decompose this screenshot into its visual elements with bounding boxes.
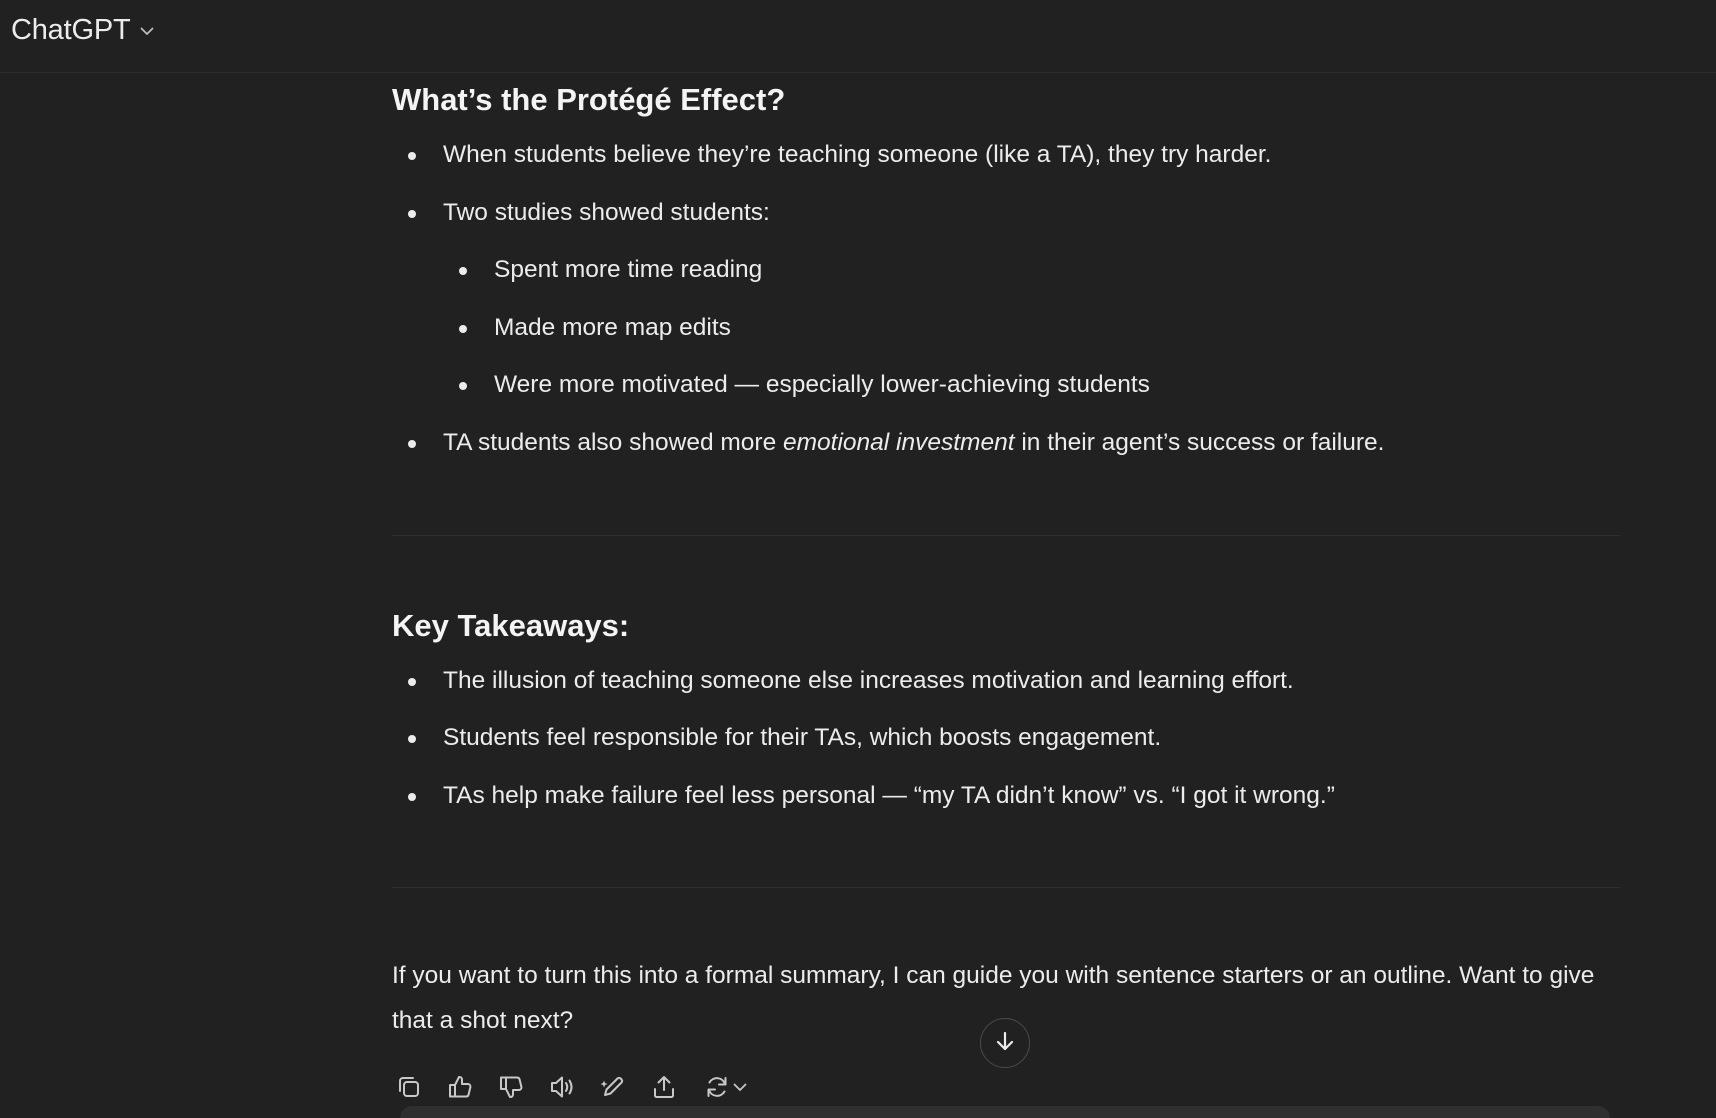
model-name: ChatGPT (11, 14, 131, 46)
good-response-button[interactable] (443, 1072, 477, 1106)
share-icon (650, 1073, 678, 1106)
model-selector[interactable] (11, 14, 156, 47)
list-item (443, 197, 770, 229)
share-button[interactable] (647, 1072, 681, 1106)
copy-button[interactable] (392, 1072, 426, 1106)
bullet-dot (459, 325, 467, 333)
list-item-text-before: TA students also showed more (443, 429, 783, 456)
divider (392, 535, 1620, 536)
thumbs-down-icon (497, 1073, 525, 1106)
chevron-down-icon (138, 22, 156, 40)
list-item-text: TAs help make failure feel less personal — “my TA didn’t know” vs. “I got it wrong.” (443, 782, 1335, 809)
copy-icon (395, 1073, 423, 1106)
section-heading: Key Takeaways: (392, 608, 630, 643)
list-item (443, 665, 1294, 697)
scroll-to-bottom-button[interactable] (980, 1018, 1030, 1068)
bullet-dot (408, 152, 416, 160)
bad-response-button[interactable] (494, 1072, 528, 1106)
bullet-dot (408, 210, 416, 218)
message-actions (392, 1070, 754, 1108)
sub-list-item (494, 369, 1150, 401)
list-item-text: Two studies showed students: (443, 199, 770, 226)
emphasis-text: emotional investment (783, 429, 1015, 456)
list-item-text-after: in their agent’s success or failure. (1014, 429, 1385, 456)
regenerate-icon (703, 1073, 731, 1106)
list-item-text: Made more map edits (494, 314, 731, 341)
bullet-dot (459, 267, 467, 275)
closing-paragraph: If you want to turn this into a formal summary, I can guide you with sentence starters or an outline. Want to give that a shot next? (392, 962, 1595, 1034)
bullet-dot (408, 735, 416, 743)
bullet-dot (459, 382, 467, 390)
chevron-down-icon (731, 1078, 749, 1101)
sub-list-item (494, 312, 731, 344)
read-aloud-icon (548, 1073, 576, 1106)
arrow-down-icon (992, 1028, 1018, 1059)
list-item (443, 722, 1161, 754)
list-item (443, 139, 1271, 171)
list-item-text: The illusion of teaching someone else increases motivation and learning effort. (443, 667, 1294, 694)
list-item (443, 427, 1384, 459)
edit-in-canvas-button[interactable] (596, 1072, 630, 1106)
thumbs-up-icon (446, 1073, 474, 1106)
edit-icon (599, 1073, 627, 1106)
list-item-text: Were more motivated — especially lower-achieving students (494, 371, 1150, 398)
section-heading: What’s the Protégé Effect? (392, 82, 786, 117)
sub-list-item (494, 254, 762, 286)
bullet-dot (408, 678, 416, 686)
top-bar (0, 0, 1716, 73)
divider (392, 887, 1620, 888)
bullet-dot (408, 440, 416, 448)
bullet-dot (408, 793, 416, 801)
read-aloud-button[interactable] (545, 1072, 579, 1106)
list-item-text: When students believe they’re teaching someone (like a TA), they try harder. (443, 141, 1272, 168)
list-item-text: Students feel responsible for their TAs, which boosts engagement. (443, 724, 1162, 751)
list-item-text: Spent more time reading (494, 256, 763, 283)
list-item (443, 780, 1335, 812)
regenerate-button[interactable] (698, 1072, 754, 1106)
composer-top-edge (400, 1106, 1610, 1118)
